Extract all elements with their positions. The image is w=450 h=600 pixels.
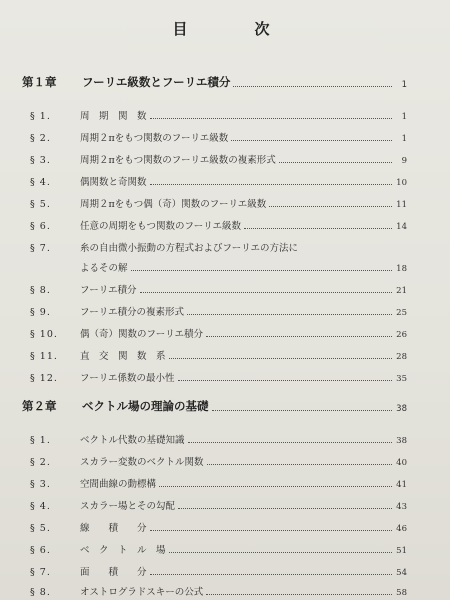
section-number: § 6. — [30, 545, 51, 556]
section-number: § 7. — [30, 243, 51, 254]
page-number: 1 — [401, 112, 407, 122]
page-number: 38 — [396, 404, 407, 414]
section-title: 面 積 分 — [80, 567, 147, 578]
dot-leader — [212, 410, 393, 411]
page-number: 26 — [396, 330, 407, 340]
toc-entry — [30, 346, 407, 362]
page-number: 21 — [396, 286, 407, 296]
dot-leader — [159, 486, 392, 487]
dot-leader — [150, 184, 392, 185]
page-number: 38 — [396, 436, 407, 446]
toc-entry — [30, 280, 407, 296]
toc-entry — [30, 128, 407, 144]
dot-leader — [279, 162, 392, 163]
toc-entry — [30, 194, 407, 210]
toc-entry-continuation — [30, 258, 407, 274]
section-number: § 4. — [30, 177, 51, 188]
toc-entry — [30, 150, 407, 166]
section-number: § 11. — [30, 351, 58, 362]
page-number: 18 — [396, 264, 407, 274]
section-number: § 5. — [30, 199, 51, 210]
chapter-number: 第１章 — [22, 75, 57, 89]
dot-leader — [150, 574, 392, 575]
page-number: 1 — [401, 80, 407, 90]
section-title: オストログラドスキーの公式 — [80, 587, 204, 598]
section-title: 糸の自由微小振動の方程式およびフーリエの方法に — [80, 243, 299, 254]
page-number: 58 — [396, 588, 407, 598]
page-number: 54 — [396, 568, 407, 578]
toc-entry — [30, 452, 407, 468]
toc-entry — [30, 540, 407, 556]
dot-leader — [169, 358, 392, 359]
section-title: スカラー場とその勾配 — [80, 501, 176, 512]
page-number: 43 — [396, 502, 407, 512]
section-number: § 1. — [30, 435, 51, 446]
section-title: 周期２πをもつ関数のフーリエ級数 — [80, 133, 229, 144]
section-number: § 2. — [30, 457, 51, 468]
section-title: フーリエ積分の複素形式 — [80, 307, 185, 318]
dot-leader — [169, 552, 392, 553]
section-number: § 9. — [30, 307, 51, 318]
page-number: 46 — [396, 524, 407, 534]
chapter-heading — [22, 72, 407, 90]
toc-entry — [30, 562, 407, 578]
page-number: 28 — [396, 352, 407, 362]
section-number: § 1. — [30, 111, 51, 122]
toc-entry — [30, 302, 407, 318]
dot-leader — [150, 530, 392, 531]
chapter-heading — [22, 396, 407, 414]
dot-leader — [233, 86, 392, 87]
section-number: § 7. — [30, 567, 51, 578]
toc-entry — [30, 368, 407, 384]
dot-leader — [187, 314, 392, 315]
dot-leader — [150, 118, 392, 119]
section-title: 直 交 関 数 系 — [80, 351, 166, 362]
section-number: § 8. — [30, 285, 51, 296]
toc-entry — [30, 518, 407, 534]
page-number: 40 — [396, 458, 407, 468]
section-title: 偶関数と奇関数 — [80, 177, 147, 188]
section-number: § 8. — [30, 587, 51, 598]
dot-leader — [188, 442, 392, 443]
dot-leader — [231, 140, 392, 141]
section-title: フーリエ積分 — [80, 285, 137, 296]
toc-entry — [30, 172, 407, 188]
section-title: 周期２πをもつ関数のフーリエ級数の複素形式 — [80, 155, 276, 166]
section-number: § 2. — [30, 133, 51, 144]
toc-entry — [30, 496, 407, 512]
toc-entry — [30, 582, 407, 598]
page-number: 11 — [396, 200, 407, 210]
section-title: 任意の周期をもつ関数のフーリエ級数 — [80, 221, 242, 232]
chapter-title: ベクトル場の理論の基礎 — [82, 399, 209, 413]
section-number: § 5. — [30, 523, 51, 534]
section-title: 周 期 関 数 — [80, 111, 147, 122]
section-title: 空間曲線の動標構 — [80, 479, 157, 490]
page-number: 1 — [401, 134, 407, 144]
page-number: 25 — [396, 308, 407, 318]
section-title-continuation: よるその解 — [80, 263, 128, 274]
page-number: 10 — [396, 178, 407, 188]
section-number: § 3. — [30, 479, 51, 490]
toc-entry — [30, 324, 407, 340]
toc-entry — [30, 474, 407, 490]
dot-leader — [206, 594, 392, 595]
section-title: ベ ク ト ル 場 — [80, 545, 166, 556]
section-number: § 12. — [30, 373, 58, 384]
dot-leader — [178, 380, 392, 381]
toc-entry — [30, 238, 407, 254]
page-number: 35 — [396, 374, 407, 384]
page-number: 41 — [396, 480, 407, 490]
section-title: 周期２πをもつ偶（奇）関数のフーリエ級数 — [80, 199, 267, 210]
page-number: 14 — [396, 222, 407, 232]
dot-leader — [244, 228, 392, 229]
page-title: 目 次 — [172, 20, 296, 38]
section-number: § 10. — [30, 329, 58, 340]
toc-entry — [30, 106, 407, 122]
chapter-title: フーリエ級数とフーリエ積分 — [82, 75, 231, 89]
dot-leader — [206, 336, 392, 337]
dot-leader — [131, 270, 392, 271]
section-number: § 4. — [30, 501, 51, 512]
section-number: § 3. — [30, 155, 51, 166]
dot-leader — [269, 206, 392, 207]
section-title: フーリエ係数の最小性 — [80, 373, 175, 384]
section-title: スカラー変数のベクトル関数 — [80, 457, 204, 468]
section-title: ベクトル代数の基礎知識 — [80, 435, 185, 446]
section-title: 線 積 分 — [80, 523, 147, 534]
section-number: § 6. — [30, 221, 51, 232]
page-number: 9 — [401, 156, 407, 166]
toc-entry — [30, 430, 407, 446]
toc-entry — [30, 216, 407, 232]
chapter-number: 第２章 — [22, 399, 57, 413]
section-title: 偶（奇）関数のフーリエ積分 — [80, 329, 204, 340]
dot-leader — [207, 464, 392, 465]
dot-leader — [140, 292, 392, 293]
dot-leader — [178, 508, 392, 509]
page-number: 51 — [396, 546, 407, 556]
